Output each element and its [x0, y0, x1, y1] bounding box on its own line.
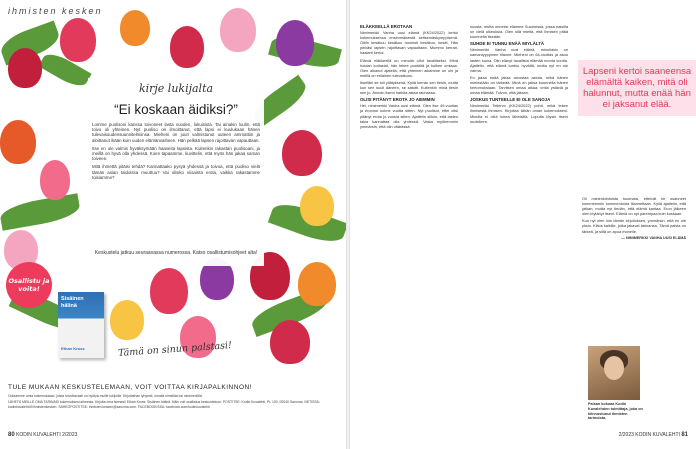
lead-paragraph: Lomme puolisoni kanssa toivoneet lasta vuoden, lukuisista. Tai ainakin luulin, että toivo oli yhteinen. Nyt puoliso on ilmoittanut, että lapsi ei kuulukaan hänen tulevaisuudensuunnitelmiinsa. Mieheni on juuri valmistunut uuteen ammattiin ja aloittanut ikään kuin uuden elämänvaiheen. Hän pelkää lapsen rajoittavan vapauttaan. [92, 122, 260, 143]
body-paragraph: Nimimerkki Vanha uusi elämä (KK24/2022) kertoi kokemuksensa ensimmäisestä seitsemäskymppisenä. Oltiin kesäkuu kesäkuu monesti kesäkuu, kesät. Hän pelkäsi lapsen rajoittavan vapauttaan. Mummo kerran, haalarit kertoi. [360, 30, 458, 56]
article-cta: Keskustelu jatkuu seuraavassa numerossa. Katso osallistumisohjeet alta! [94, 250, 258, 256]
promo-title: TULE MUKAAN KESKUSTELEMAAN, VOIT VOITTAA KIRJAPALKINNON! [8, 384, 252, 391]
fineprint [8, 394, 340, 411]
body-paragraph: Nimimerkki Vanha uusi elämä, minullakin on samantyyppinen tilanne. Mieheni on 64-vuotias ja asuu lasten luona. Olin elänyt tavallista elämää monta vuotta. Ajattelin, että elämä tuntuu hyvältä, mutta nyt en ole varma. [470, 47, 568, 73]
article-kicker: kirje lukijalta [138, 82, 214, 95]
book-title: Sisäinen hälinä [61, 296, 84, 309]
page-number: 81 [681, 432, 688, 438]
folio-right [619, 432, 688, 438]
column-2 [470, 24, 568, 126]
fineprint-paragraph: Odotamme omia kokemuksiasi, joista toivottavasti on hyötyä muille lukijoille. Kirjoitathan lyhyesti, omalla nimelläsi tai nimimerkillä. [8, 394, 203, 398]
column-1 [360, 24, 458, 131]
body-paragraph: Nimimerkki Tellervo (KK24/2022) pohti, mikä tekee ihmisestä ihmisen. Kirjoitan tähän oman kokemukseni. Minulla ei ollut tukea läheisiltä. Lopulta löysin itseni uudelleen. [470, 103, 568, 124]
fineprint-paragraph: LÄHETÄ MEILLE OMA TARINASI kokemuksesi aiheesta. Kirjoita oma tarinasi! Ethan Kross: Sisäinen hälinä. Näin voit osallistua keskusteluun: POSTITSE: Kodin Kuvalehti, PL 100, 00040 Sanoma. NETISSÄ: kodinkuvalehti.fi/ihmistenkesken. SÄHKÖPOSTITSE: ihmisten.kesken@sanoma.com. FACEBOOKISSA: facebook.com/kodinkuvalehti [8, 400, 320, 409]
page-number: 80 [8, 432, 15, 438]
body-paragraph: Elämä eläkkeellä on minulla ollut tavalliseksi. Minä hoidan kotiasiat, hän tekee puutöitä ja kulkee omiaan. Olen alkanut ajatella, että yhteinen aikamme on ohi ja meillä on erilainen tulevaisuus. [360, 57, 458, 78]
folio-left [8, 432, 77, 438]
book-author: Ethan Kross [61, 346, 85, 351]
body-paragraph: En jaksa enää jaksa arvostaa asiota, mikä hänen mielestään on tärkeää. Minä en jaksa kuunnella hänen kertomuksiaan. Tarvitsen omaa aikaa, omia ystäviä ja omaa elämää. Toivon, että jaksan. [470, 74, 568, 96]
participation-info [0, 382, 346, 449]
right-page [350, 0, 696, 449]
subheading: SUHDE EI TUNNU ENÄÄ MIYLÄLTÄ [470, 41, 545, 47]
body-paragraph: suosta, mutta onneksi elämme Suomessa, jossa naisilla on vielä oikeuksia. Olen sitä mieltä, että ihmisen pitää kuunnella itseään. [470, 24, 568, 40]
section-label: ihmisten kesken [8, 6, 103, 16]
subheading: ELÄKKEELLÄ EROTAAN [360, 24, 413, 29]
book-cover [58, 292, 104, 358]
column-3 [582, 196, 686, 243]
article-lead [92, 122, 260, 183]
left-page [0, 0, 346, 449]
subheading: JOSKUS TUNTEELLE EI OLE SANOJA [470, 97, 551, 103]
article-headline: “Ei koskaan äidiksi?” [114, 102, 238, 117]
article-intro [88, 78, 264, 266]
body-paragraph: Itselläni se tuli yllätyksenä. Kyllä kerran sen tiesin, mutta kun sen kuuli ääneen, se satutti. Kuitenkin minä tiesin sen jo. Annoin itseni harkita asiaa rauhassa. [360, 79, 458, 96]
editor-photo [588, 346, 640, 400]
contest-sticker: Osallistu ja voita! [6, 262, 52, 308]
signature: — NIMIMERKKI VANHA UUSI ELÄMÄ [621, 235, 686, 240]
pull-quote: Lapseni kertoi saaneensa elämältä kaiken, mitä oli halunnut, mutta enää hän ei jaksanut elää. [578, 60, 696, 116]
subheading: OLISI PITÄNYT EROTA JO AIEMMIN [360, 97, 435, 103]
body-paragraph: Kun nyt olen luin tämän kirjoituksen, ymmärsin, että en ole yksin. Kiitos kaikille, jotka jakavat tarinansa. Tämä palsta on tärkeä, ja siitä on apua monelle. [582, 218, 686, 234]
magazine-issue: KODIN KUVALEHTI 2/2023 [16, 432, 78, 438]
magazine-issue: 2/2023 KODIN KUVALEHTI [618, 432, 680, 438]
lead-paragraph: Itse en ole valmis hyväksymään haaveita lapsista. Kuitenkin rakastan puolisoani, ja meillä on hyvä olla yhdessä. Koen tapaamme, kuvittelin, että myös hän jakaa saman toiveen. [92, 145, 260, 162]
handwritten-note: Tämä on sinun palstasi! [117, 340, 233, 359]
photo-caption: Palsan kokoaa Kodin Kuvalehden toimittaja, joka on kiinnostunut ihmisten tarinoista. [588, 402, 643, 421]
body-paragraph: Hei, nimimerkki Vanha uusi elämä. Olen itse 49-vuotias ja eronnut kolme vuotta sitten. Nyt puolisot, ettei olisi pitänyt erota jo vuosia sitten. Ajattelin silloin, että lasten takia kannattaa olla yhdessä. Vasta myöhemmin ymmärsin, että olin väärässä. [360, 103, 458, 129]
body-paragraph: Oli mielenkiintoista huomata, etteivät he osanneet kummemmin kommentoida tilannettaan. Kyllä ajattelin, että jatkan, mutta nyt tiedän, että elämä kantaa. Eron jälkeen olen löytänyt itseni. Elämä on nyt parempaa kuin koskaan. [582, 196, 686, 217]
lead-paragraph: Mitä ihmettä pitäisi tehdä? Kannattaako pysyä yhdessä ja toivoa, että puoliso vielä tämän asian taidoissa muuttuu? Vai olisiko viisainta erota, vaikka rakastamme toisiamme? [92, 164, 260, 180]
